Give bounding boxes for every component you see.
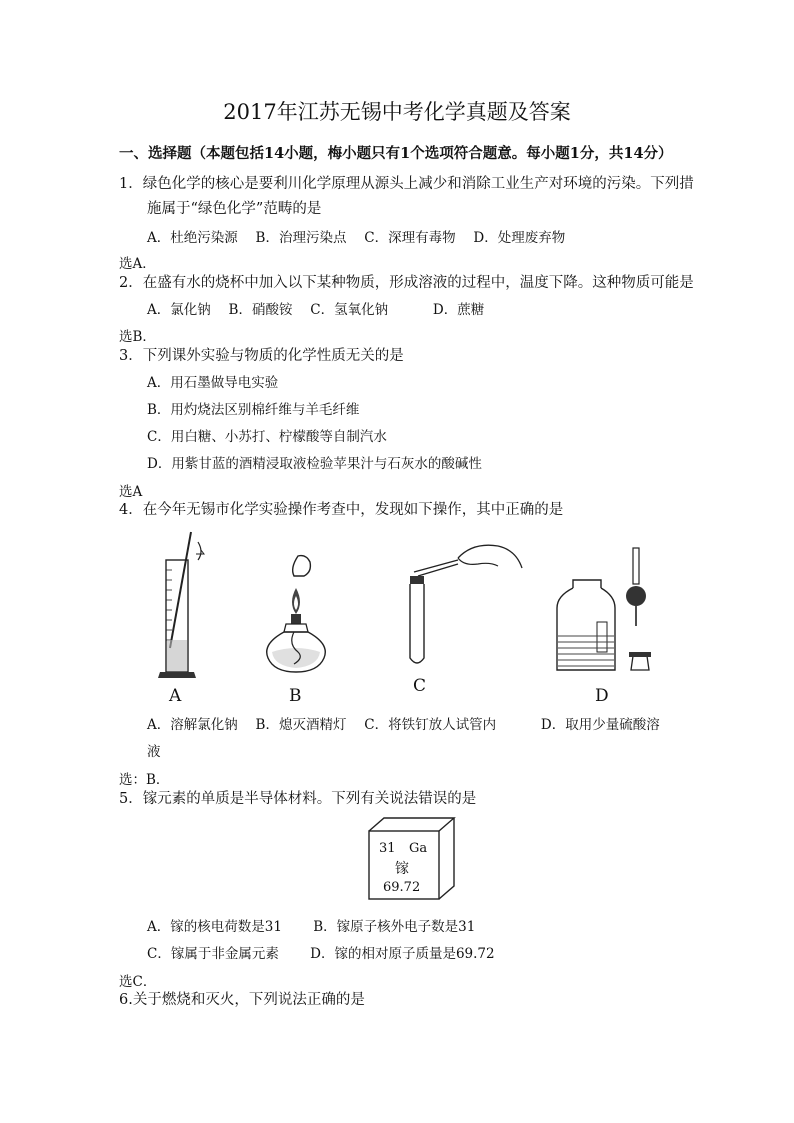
element-atomic-mass: 69.72	[383, 880, 421, 895]
figure-label-a: A	[169, 686, 182, 706]
element-symbol: Ga	[409, 841, 428, 856]
q5-stem: 5．镓元素的单质是半导体材料。下列有关说法错误的是	[119, 791, 477, 807]
test-tube-tweezers-figure	[398, 540, 528, 675]
q2-answer: 选B．	[119, 329, 156, 345]
q4-answer: 选：B．	[119, 772, 170, 788]
q1-stem-line1: 1．绿色化学的核心是要利川化学原理从源头上减少和消除工业生产对环境的污染。下列措	[119, 176, 694, 192]
element-name: 镓	[395, 861, 409, 877]
q4-options-line1: A．溶解氯化钠 B．熄灭酒精灯 C．将铁钉放人试管内 D．取用少量硫酸溶	[147, 717, 660, 733]
q4-stem: 4．在今年无锡市化学实验操作考查中，发现如下操作，其中正确的是	[119, 502, 564, 518]
q3-stem: 3．下列课外实验与物质的化学性质无关的是	[119, 348, 404, 364]
alcohol-lamp-figure	[258, 548, 338, 683]
q2-options: A．氯化钠 B．硝酸铵 C．氢氧化钠 D．蔗糖	[147, 302, 485, 318]
document-title: 2017年江苏无锡中考化学真题及答案	[223, 100, 571, 124]
reagent-bottle-dropper-figure	[553, 544, 673, 679]
q5-answer: 选C．	[119, 974, 157, 990]
q3-answer: 选A	[119, 484, 143, 500]
q1-answer: 选A．	[119, 256, 156, 272]
q6-stem: 6.关于燃烧和灭火，下列说法正确的是	[119, 992, 365, 1008]
q3-option-b: B．用灼烧法区别棉纤维与羊毛纤维	[147, 402, 360, 418]
q1-options: A．杜绝污染源 B．治理污染点 C．深理有毒物 D．处理废弃物	[147, 230, 566, 246]
element-atomic-number: 31	[379, 841, 396, 856]
figure-label-d: D	[595, 686, 609, 706]
q2-stem: 2．在盛有水的烧杯中加入以下某种物质，形成溶液的过程中，温度下降。这种物质可能是	[119, 275, 694, 291]
q4-options-line2: 液	[147, 744, 161, 760]
measuring-cylinder-figure	[158, 530, 208, 690]
q3-option-c: C．用白糖、小苏打、柠檬酸等自制汽水	[147, 429, 387, 445]
figure-label-c: C	[413, 676, 427, 696]
q3-option-a: A．用石墨做导电实验	[147, 375, 279, 391]
q3-option-d: D．用紫甘蓝的酒精浸取液检验苹果汁与石灰水的酸碱性	[147, 456, 482, 472]
q5-options-line1: A．镓的核电荷数是31 B．镓原子核外电子数是31	[147, 919, 476, 935]
q5-options-line2: C．镓属于非金属元素 D．镓的相对原子质量是69.72	[147, 946, 495, 962]
q1-stem-line2: 施属于“绿色化学”范畴的是	[147, 201, 322, 217]
section-heading: 一、选择题（本题包括14小题，梅小题只有1个选项符合题意。每小题1分，共14分）	[119, 145, 673, 162]
figure-label-b: B	[289, 686, 302, 706]
